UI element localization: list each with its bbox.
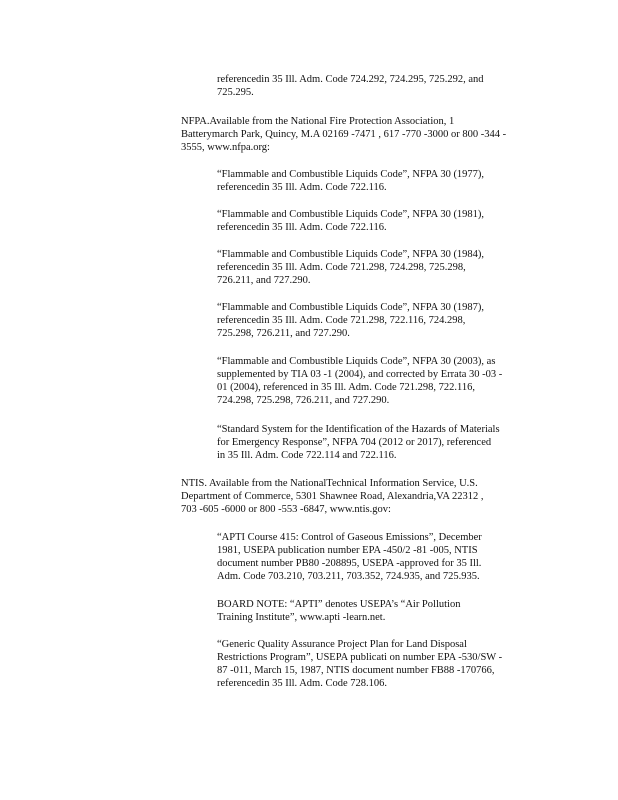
paragraph <box>217 423 538 462</box>
text-line: 724.298, 725.298, 726.211, and 727.290. <box>217 395 390 406</box>
text-line: referencedin 35 Ill. Adm. Code 721.298, 724.298, 725.298, <box>217 262 466 273</box>
paragraph <box>217 355 538 407</box>
text-line: referencedin 35 Ill. Adm. Code 722.116. <box>217 182 387 193</box>
paragraph <box>217 168 538 194</box>
text-line: referencedin 35 Ill. Adm. Code 728.106. <box>217 678 387 689</box>
text-line: Batterymarch Park, Quincy, M.A 02169 -7471 , 617 -770 -3000 or 800 -344 - <box>181 129 507 140</box>
text-line: NFPA.Available from the National Fire Protection Association, 1 <box>181 116 455 127</box>
paragraph <box>217 248 538 287</box>
text-line: “Standard System for the Identification of the Hazards of Materials <box>217 424 500 435</box>
paragraph-ntis-heading <box>181 477 537 516</box>
text-line: for Emergency Response”, NFPA 704 (2012 or 2017), referenced <box>217 437 492 448</box>
text-line: 703 -605 -6000 or 800 -553 -6847, www.ntis.gov: <box>181 504 391 515</box>
text-line: “Generic Quality Assurance Project Plan for Land Disposal <box>217 639 467 650</box>
text-line: referencedin 35 Ill. Adm. Code 721.298, 722.116, 724.298, <box>217 315 466 326</box>
text-line: Training Institute”, www.apti -learn.net. <box>217 612 386 623</box>
paragraph <box>217 638 538 690</box>
paragraph <box>217 208 538 234</box>
text-line: Adm. Code 703.210, 703.211, 703.352, 724.935, and 725.935. <box>217 571 480 582</box>
text-line: Department of Commerce, 5301 Shawnee Road, Alexandria,VA 22312 , <box>181 491 484 502</box>
text-line: 3555, www.nfpa.org: <box>181 142 270 153</box>
text-line: “APTI Course 415: Control of Gaseous Emissions”, December <box>217 532 482 543</box>
paragraph <box>217 531 538 583</box>
text-line: “Flammable and Combustible Liquids Code”, NFPA 30 (1984), <box>217 249 485 260</box>
text-line: “Flammable and Combustible Liquids Code”, NFPA 30 (1987), <box>217 302 485 313</box>
paragraph <box>217 301 538 340</box>
paragraph-board-note <box>217 598 538 624</box>
paragraph-nfpa-heading <box>181 115 537 154</box>
text-line: 87 -011, March 15, 1987, NTIS document number FB88 -170766, <box>217 665 495 676</box>
text-line: Restrictions Program”, USEPA publicati on number EPA -530/SW - <box>217 652 503 663</box>
text-line: 726.211, and 727.290. <box>217 275 311 286</box>
text-line: “Flammable and Combustible Liquids Code”, NFPA 30 (1977), <box>217 169 485 180</box>
text-line: supplemented by TIA 03 -1 (2004), and corrected by Errata 30 -03 - <box>217 369 503 380</box>
text-line: referencedin 35 Ill. Adm. Code 724.292, 724.295, 725.292, and <box>217 74 484 85</box>
text-line: “Flammable and Combustible Liquids Code”, NFPA 30 (1981), <box>217 209 485 220</box>
text-line: document number PB80 -208895, USEPA -approved for 35 Ill. <box>217 558 482 569</box>
text-line: “Flammable and Combustible Liquids Code”, NFPA 30 (2003), as <box>217 356 496 367</box>
paragraph <box>217 73 538 99</box>
text-line: 1981, USEPA publication number EPA -450/2 -81 -005, NTIS <box>217 545 478 556</box>
text-line: in 35 Ill. Adm. Code 722.114 and 722.116. <box>217 450 397 461</box>
text-line: NTIS. Available from the NationalTechnical Information Service, U.S. <box>181 478 478 489</box>
text-line: referencedin 35 Ill. Adm. Code 722.116. <box>217 222 387 233</box>
text-line: 725.298, 726.211, and 727.290. <box>217 328 350 339</box>
text-line: BOARD NOTE: “APTI” denotes USEPA’s “Air Pollution <box>217 599 461 610</box>
text-line: 725.295. <box>217 87 254 98</box>
text-line: 01 (2004), referenced in 35 Ill. Adm. Code 721.298, 722.116, <box>217 382 475 393</box>
